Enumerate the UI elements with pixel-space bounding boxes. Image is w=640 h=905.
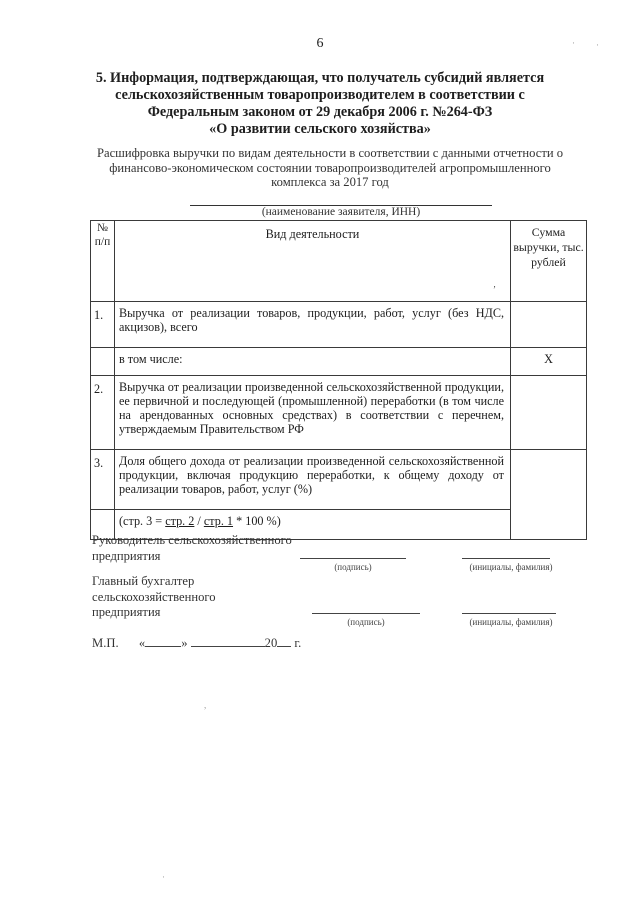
accountant-initials-line[interactable] [462,613,556,614]
date-year-field[interactable] [277,634,291,647]
row-activity: Выручка от реализации произведенной сельскохозяйственной продукции, ее первичной и последующей (промышленной) переработки (в том числе на арендованных основных средствах) в соответствии с перечнем, утверждаемым Правительством РФ [115,376,511,450]
row-sum-cell[interactable] [511,376,587,450]
table-row [91,302,587,348]
row-number: 2. [91,376,115,450]
scan-speck-icon: · [162,872,165,882]
stamp-date-line [92,634,301,651]
accountant-label-line-3: предприятия [92,605,161,619]
table-row [91,348,587,376]
row-activity: Доля общего дохода от реализации произведенной сельскохозяйственной продукции, включая продукцию переработки, к общему доходу от реализации товаров, работ, услуг (%) [115,450,511,510]
accountant-signature-label [92,574,216,621]
accountant-signature-line[interactable] [312,613,420,614]
row-sum-cell[interactable] [511,302,587,348]
subheading-line-3: комплекса за 2017 год [271,175,389,189]
subheading-line-2: финансово-экономическом состоянии товаропроизводителей агропромышленного [109,160,551,175]
table-row [91,376,587,450]
head-label-line-1: Руководитель сельскохозяйственного [92,533,292,547]
date-year-prefix: 20 [264,636,278,650]
row-sum-cell[interactable] [511,450,587,540]
scan-speck-icon: · [572,38,575,48]
head-initials-caption: (инициалы, фамилия) [469,562,553,572]
header-activity-label: Вид деятельности [265,227,360,241]
subheading-line-1: Расшифровка выручки по видам деятельности в соответствии с данными отчетности о [96,146,564,160]
subheading [70,146,590,190]
head-signature-caption: (подпись) [334,562,372,572]
head-signature-line[interactable] [300,558,406,559]
section-heading-line-2: сельскохозяйственным товаропроизводителем в соответствии с [115,87,525,103]
table-row [91,450,587,510]
accountant-initials-caption: (инициалы, фамилия) [469,617,553,627]
scan-speck-icon: , [204,700,207,710]
accountant-label-line-1: Главный бухгалтер [92,574,195,588]
row-number: 3. [91,450,115,510]
section-heading [80,70,560,138]
date-year-suffix: г. [291,636,302,650]
section-heading-line-3: Федеральным законом от 29 декабря 2006 г. №264-ФЗ [147,104,493,120]
row-activity: Выручка от реализации товаров, продукции, работ, услуг (без НДС, акцизов), всего [115,302,511,348]
date-open-quote: « [138,636,146,650]
table-header-row [91,221,587,302]
row-sum-cell: X [511,348,587,376]
formula-suffix: * 100 %) [233,514,281,528]
scan-speck-icon: · [596,40,599,50]
row-number [91,348,115,376]
head-label-line-2: предприятия [92,548,161,563]
date-month-field[interactable] [191,634,265,647]
formula-prefix: (стр. 3 = [119,514,166,528]
section-heading-line-4: «О развитии сельского хозяйства» [209,121,431,137]
date-close-quote: » [181,636,188,650]
accountant-label-line-2: сельскохозяйственного [92,589,216,604]
section-heading-line-1: 5. Информация, подтверждающая, что получатель субсидий является [95,70,545,86]
formula-ref-line-1: стр. 1 [203,514,234,528]
applicant-caption: (наименование заявителя, ИНН) [261,206,421,218]
stamp-mark: М.П. [92,636,119,650]
header-sum: Сумма выручки, тыс. рублей [511,221,587,302]
header-activity [115,221,511,302]
date-day-field[interactable] [145,634,181,647]
head-initials-line[interactable] [462,558,550,559]
revenue-table [90,220,587,540]
formula-ref-line-2: стр. 2 [165,514,195,528]
formula-slash: / [194,514,204,528]
header-number: № п/п [91,221,115,302]
head-signature-label [92,533,292,564]
accountant-signature-caption: (подпись) [347,617,385,627]
row-number: 1. [91,302,115,348]
scan-mark-icon: ‚ [493,279,496,289]
page-number: 6 [316,36,324,51]
row-activity: в том числе: [115,348,511,376]
